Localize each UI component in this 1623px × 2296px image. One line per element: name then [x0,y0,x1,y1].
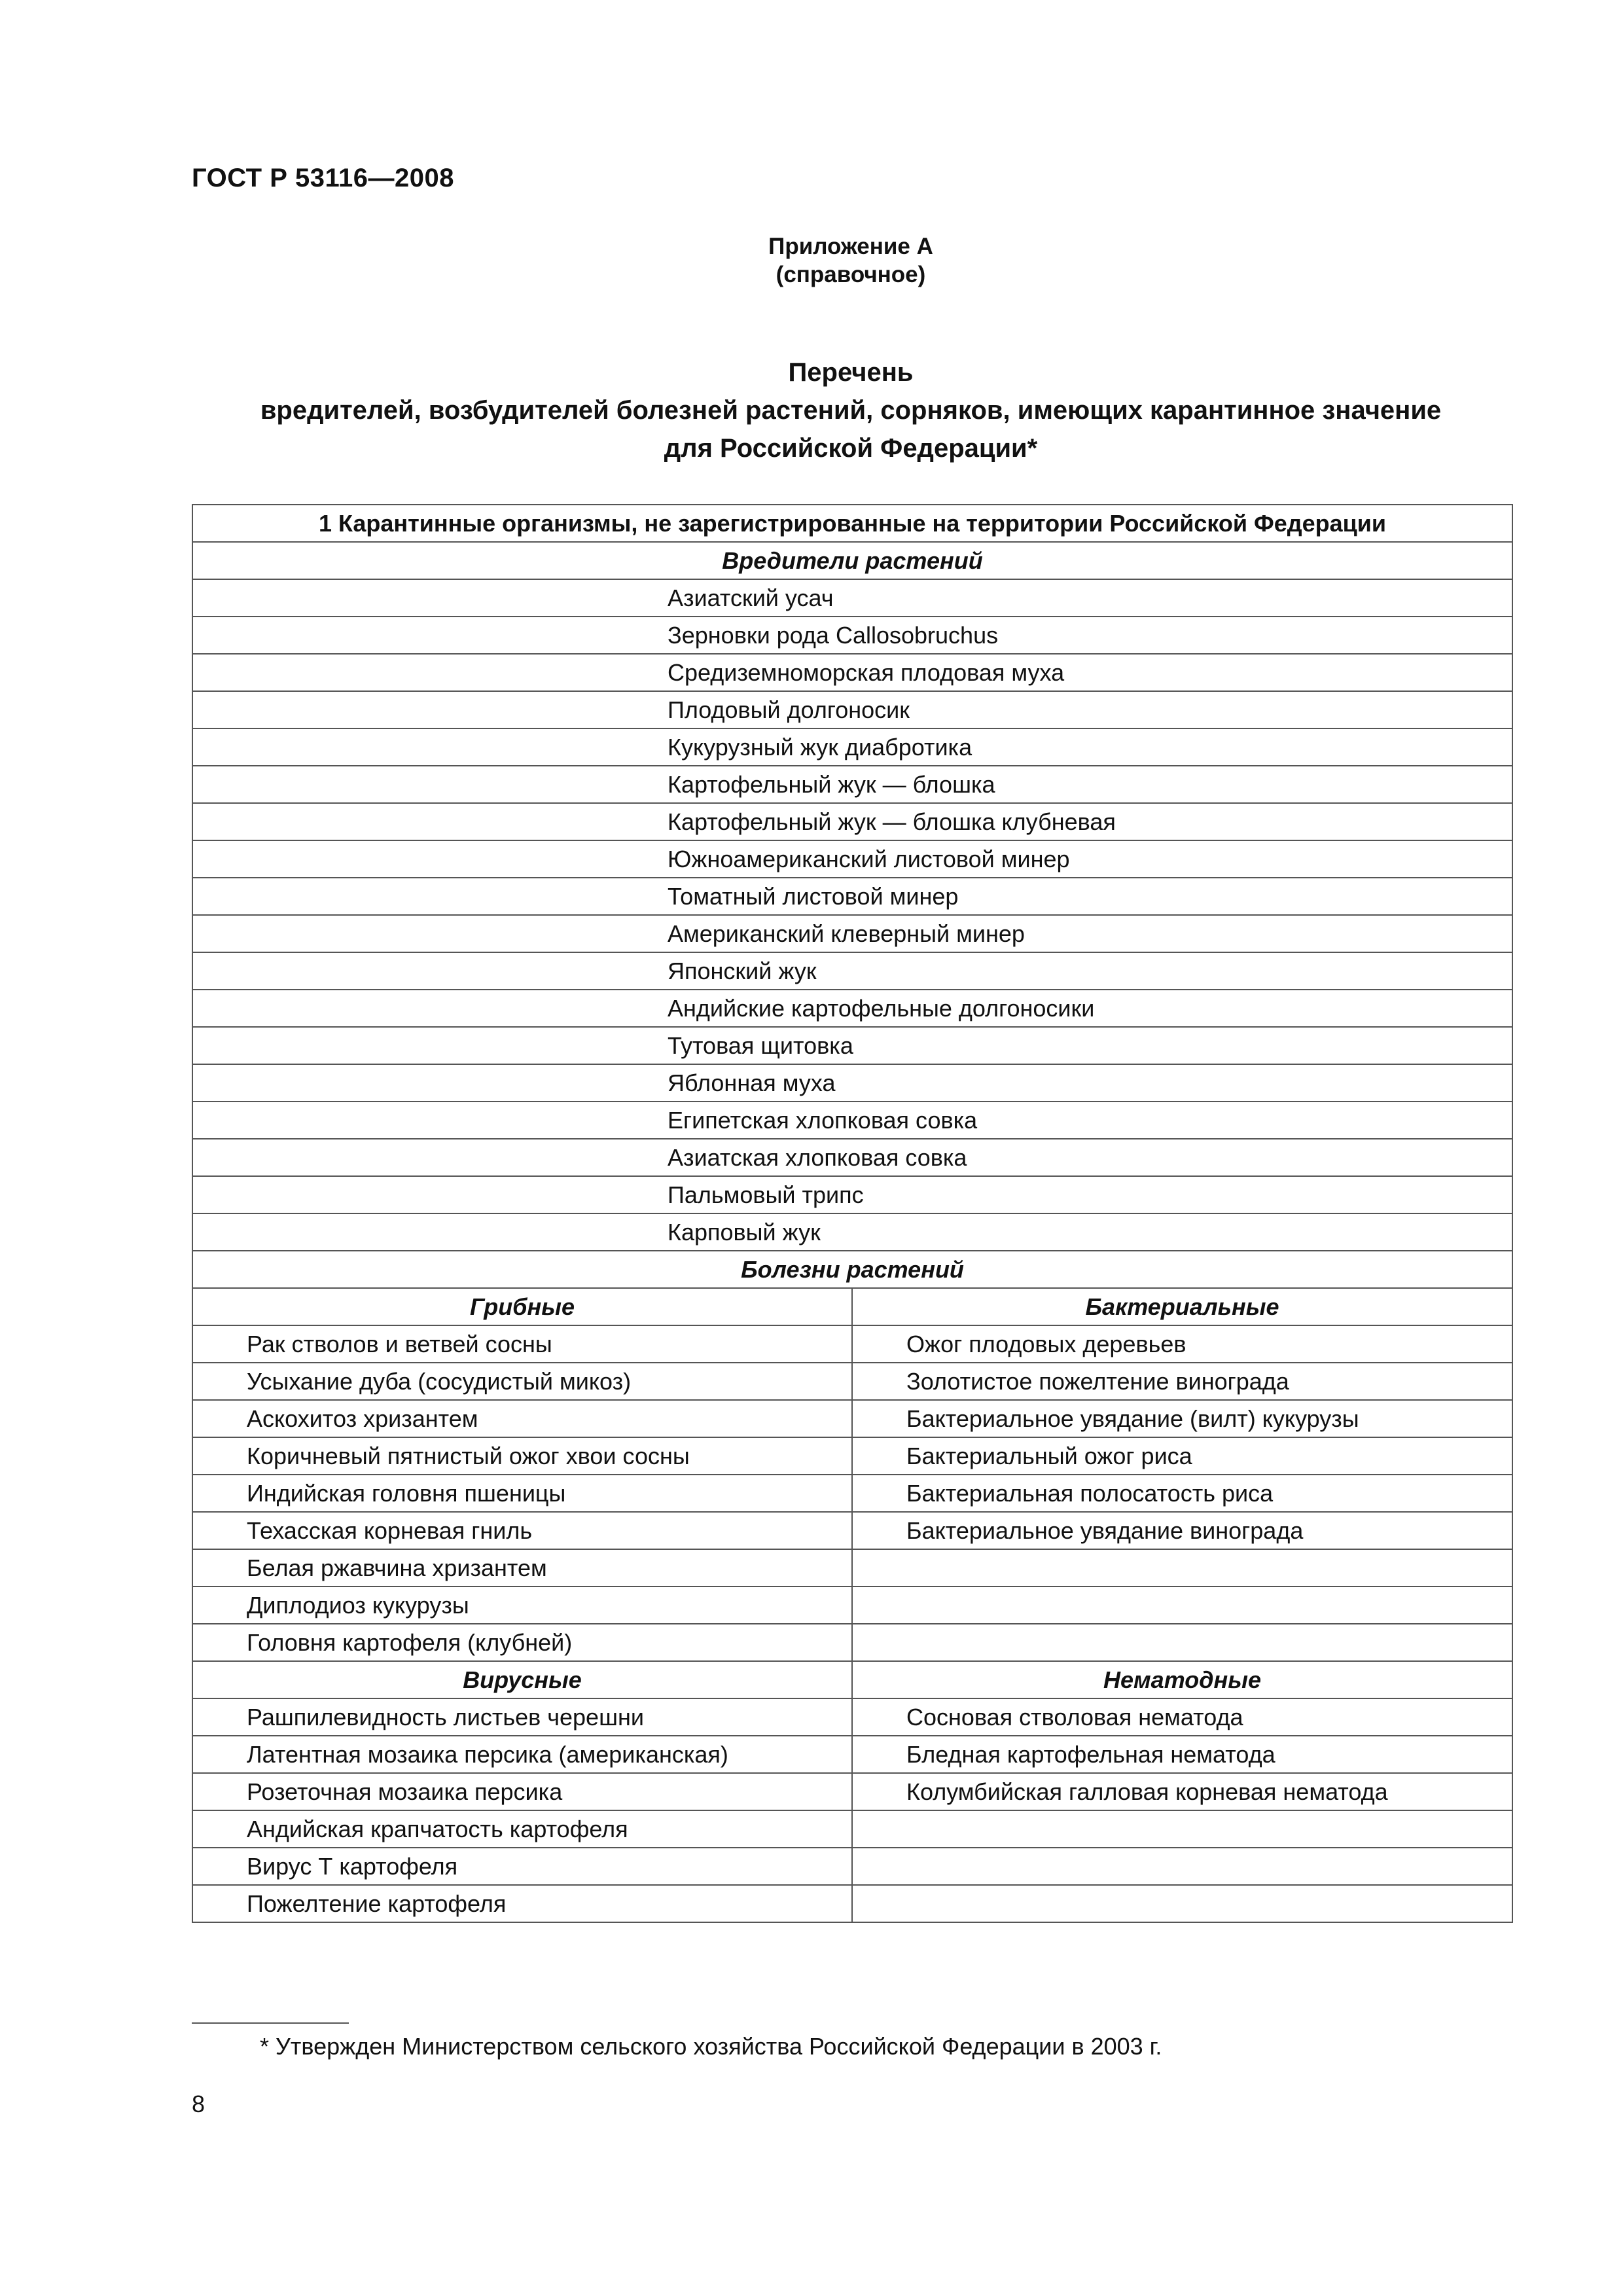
fungal-disease: Техасская корневая гниль [192,1512,852,1549]
pest-item: Американский клеверный минер [192,915,1512,952]
pest-item: Тутовая щитовка [192,1027,1512,1064]
pest-item: Зерновки рода Callosobruchus [192,617,1512,654]
table-row [192,1437,1512,1475]
pest-item: Картофельный жук — блошка [192,766,1512,803]
nematode-heading: Нематодные [852,1661,1512,1698]
viral-disease: Розеточная мозаика персика [192,1773,852,1810]
table-row [192,1885,1512,1922]
section-heading: 1 Карантинные организмы, не зарегистрированные на территории Российской Федерации [192,505,1512,542]
bacterial-disease [852,1624,1512,1661]
table-row [192,952,1512,990]
viral-disease: Андийская крапчатость картофеля [192,1810,852,1848]
table-row [192,691,1512,728]
table-row [192,1848,1512,1885]
fungal-disease: Головня картофеля (клубней) [192,1624,852,1661]
quarantine-table-body [192,505,1512,1922]
table-row [192,1251,1512,1288]
nematode-disease: Сосновая стволовая нематода [852,1698,1512,1736]
pest-item: Яблонная муха [192,1064,1512,1102]
table-row [192,1102,1512,1139]
fungal-disease: Усыхание дуба (сосудистый микоз) [192,1363,852,1400]
viral-disease: Пожелтение картофеля [192,1885,852,1922]
table-row [192,1512,1512,1549]
table-row [192,1288,1512,1325]
pest-item: Средиземноморская плодовая муха [192,654,1512,691]
annex-type: (справочное) [776,262,926,287]
table-row [192,1139,1512,1176]
fungal-disease: Белая ржавчина хризантем [192,1549,852,1587]
fungal-disease: Рак стволов и ветвей сосны [192,1325,852,1363]
table-row [192,1363,1512,1400]
fungal-disease: Коричневый пятнистый ожог хвои сосны [192,1437,852,1475]
table-row [192,1325,1512,1363]
nematode-disease [852,1848,1512,1885]
pest-item: Карповый жук [192,1213,1512,1251]
table-row [192,1213,1512,1251]
diseases-heading: Болезни растений [192,1251,1512,1288]
fungal-disease: Аскохитоз хризантем [192,1400,852,1437]
table-row [192,617,1512,654]
viral-disease: Рашпилевидность листьев черешни [192,1698,852,1736]
table-row [192,803,1512,840]
page-number: 8 [192,2090,205,2117]
table-row [192,990,1512,1027]
pest-item: Кукурузный жук диабротика [192,728,1512,766]
nematode-disease [852,1885,1512,1922]
table-row [192,1027,1512,1064]
annex-title: Приложение А [768,234,933,259]
nematode-disease [852,1810,1512,1848]
footnote: * Утвержден Министерством сельского хозяйства Российской Федерации в 2003 г. [260,2033,1162,2060]
bacterial-disease: Бактериальное увядание (вилт) кукурузы [852,1400,1512,1437]
pests-heading: Вредители растений [192,542,1512,579]
table-row [192,1661,1512,1698]
bacterial-disease: Бактериальное увядание винограда [852,1512,1512,1549]
bacterial-disease [852,1549,1512,1587]
nematode-disease: Бледная картофельная нематода [852,1736,1512,1773]
table-row [192,1698,1512,1736]
viral-heading: Вирусные [192,1661,852,1698]
viral-disease: Вирус Т картофеля [192,1848,852,1885]
fungal-disease: Индийская головня пшеницы [192,1475,852,1512]
table-row [192,1587,1512,1624]
list-title-line2: вредителей, возбудителей болезней растений, сорняков, имеющих карантинное значение [260,396,1442,425]
fungal-disease: Диплодиоз кукурузы [192,1587,852,1624]
table-row [192,1549,1512,1587]
table-row [192,1810,1512,1848]
viral-disease: Латентная мозаика персика (американская) [192,1736,852,1773]
pest-item: Томатный листовой минер [192,878,1512,915]
pest-item: Южноамериканский листовой минер [192,840,1512,878]
pest-item: Андийские картофельные долгоносики [192,990,1512,1027]
table-row [192,1624,1512,1661]
table-row [192,878,1512,915]
bacterial-disease [852,1587,1512,1624]
table-row [192,1176,1512,1213]
pest-item: Египетская хлопковая совка [192,1102,1512,1139]
pest-item: Картофельный жук — блошка клубневая [192,803,1512,840]
table-row [192,766,1512,803]
bacterial-disease: Ожог плодовых деревьев [852,1325,1512,1363]
bacterial-disease: Бактериальный ожог риса [852,1437,1512,1475]
document-code: ГОСТ Р 53116—2008 [192,164,454,192]
table-row [192,654,1512,691]
list-title [190,353,1512,467]
pest-item: Азиатский усач [192,579,1512,617]
table-row [192,542,1512,579]
table-row [192,1400,1512,1437]
table-row [192,579,1512,617]
fungal-heading: Грибные [192,1288,852,1325]
table-row [192,840,1512,878]
table-row [192,1736,1512,1773]
table-row [192,1475,1512,1512]
table-row [192,1773,1512,1810]
pest-item: Плодовый долгоносик [192,691,1512,728]
footnote-separator [192,2022,349,2024]
table-row [192,728,1512,766]
table-row [192,1064,1512,1102]
pest-item: Пальмовый трипс [192,1176,1512,1213]
pest-item: Японский жук [192,952,1512,990]
quarantine-table [192,504,1513,1923]
pest-item: Азиатская хлопковая совка [192,1139,1512,1176]
nematode-disease: Колумбийская галловая корневая нематода [852,1773,1512,1810]
table-row [192,915,1512,952]
list-title-line1: Перечень [788,358,914,387]
table-row [192,505,1512,542]
bacterial-disease: Бактериальная полосатость риса [852,1475,1512,1512]
list-title-line3: для Российской Федерации* [664,434,1038,463]
bacterial-heading: Бактериальные [852,1288,1512,1325]
bacterial-disease: Золотистое пожелтение винограда [852,1363,1512,1400]
